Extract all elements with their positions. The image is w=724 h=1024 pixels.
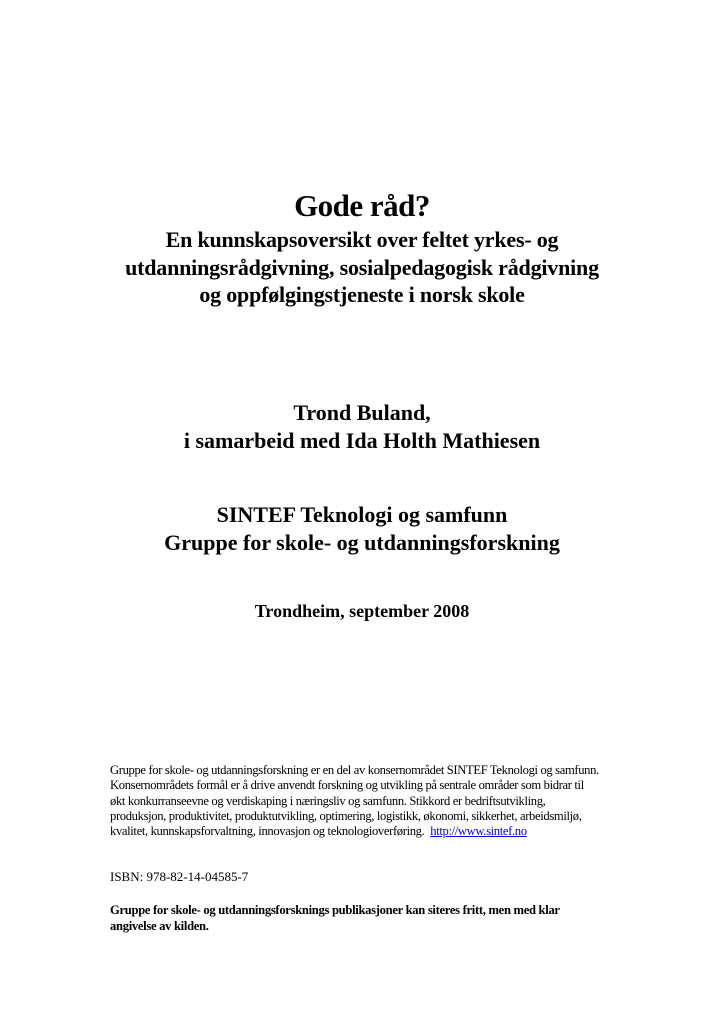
organization: [0, 501, 724, 557]
isbn: ISBN: 978-82-14-04585-7: [110, 869, 249, 884]
citation-line: Gruppe for skole- og utdanningsforsknings publikasjoner kan siteres fritt, men med klar: [110, 903, 560, 917]
main-author: Trond Buland,: [293, 400, 431, 425]
description-line: Konsernområdets formål er å drive anvendt forskning og utvikling på sentrale områder som bidrar til: [110, 778, 584, 793]
description-line-text: kvalitet, kunnskapsforvaltning, innovasjon og teknologioverføring.: [110, 824, 425, 839]
subtitle: [0, 226, 724, 309]
place-date: Trondheim, september 2008: [254, 601, 470, 621]
description-line-last: [110, 824, 630, 839]
citation-line: angivelse av kilden.: [110, 919, 209, 933]
research-group: Gruppe for skole- og utdanningsforskning: [164, 530, 560, 555]
authors: [0, 399, 724, 455]
organization-name: SINTEF Teknologi og samfunn: [216, 502, 508, 527]
description-line: produksjon, produktivitet, produktutvikling, optimering, logistikk, økonomi, sikkerhet, arbeidsmiljø,: [110, 808, 582, 823]
collaborator: i samarbeid med Ida Holth Mathiesen: [183, 428, 541, 453]
subtitle-line: og oppfølgingstjeneste i norsk skole: [199, 282, 525, 307]
subtitle-line: utdanningsrådgivning, sosialpedagogisk rådgivning: [125, 254, 599, 280]
description-line: Gruppe for skole- og utdanningsforskning er en del av konsernområdet SINTEF Teknologi og samfunn.: [110, 763, 599, 777]
subtitle-line: En kunnskapsoversikt over feltet yrkes- og: [165, 227, 559, 252]
citation-notice: [110, 902, 630, 934]
description: [110, 763, 630, 839]
description-line: økt konkurranseevne og verdiskaping i næringsliv og samfunn. Stikkord er bedriftsutvikling,: [110, 793, 546, 808]
sintef-link[interactable]: http://www.sintef.no: [430, 824, 527, 839]
page-title: Gode råd?: [294, 188, 430, 223]
